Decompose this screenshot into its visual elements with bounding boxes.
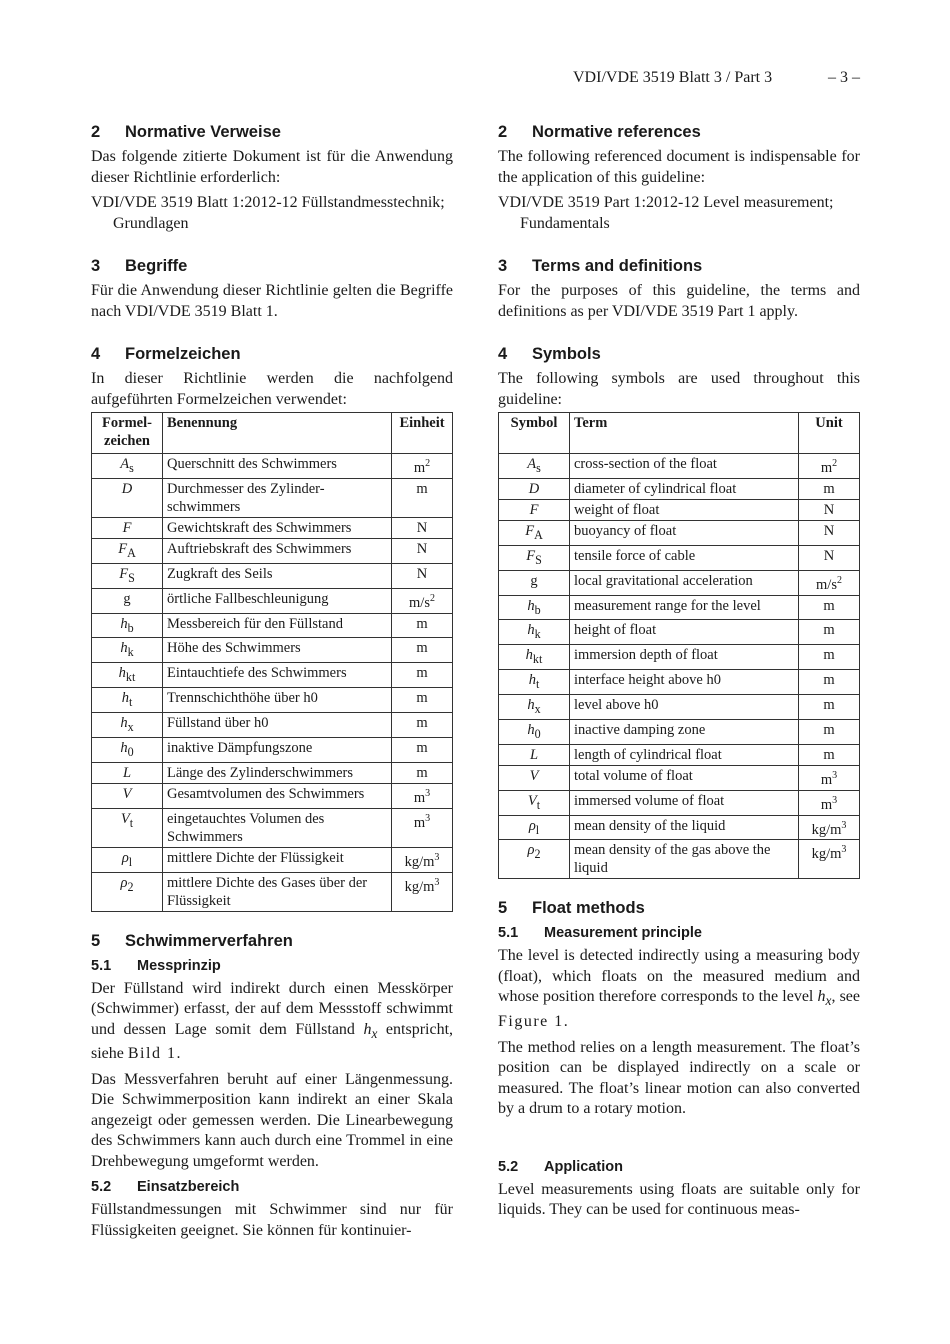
- column-header-symbol: Symbol: [499, 413, 570, 454]
- table-row: [499, 499, 860, 520]
- unit-cell: $kg/m^3$: [392, 847, 453, 872]
- symbol-cell: $h_b$: [499, 595, 570, 620]
- table-header-row: [499, 413, 860, 454]
- term-cell: height of float: [570, 620, 799, 645]
- symbol-cell: $h_k$: [92, 638, 163, 663]
- unit-cell: $m/s^2$: [799, 570, 860, 595]
- section-title: Begriffe: [125, 257, 188, 275]
- symbol-cell: $F_A$: [499, 520, 570, 545]
- term-cell: local gravitational acceleration: [570, 570, 799, 595]
- unit-cell: N: [799, 499, 860, 520]
- subsection-heading: [498, 923, 860, 943]
- symbols-table: [91, 412, 453, 912]
- normative-reference: VDI/VDE 3519 Blatt 1:2012-12 Füllstandmesstechnik; Grundlagen: [91, 194, 445, 232]
- paragraph-text: The level is detected indirectly using a measuring body (float), which floats on the measured medium and whose position therefore corresponds to the level: [498, 947, 860, 1006]
- unit-cell: $kg/m^3$: [799, 815, 860, 840]
- unit-cell: m: [392, 762, 453, 783]
- unit-cell: N: [799, 520, 860, 545]
- unit-cell: $m^2$: [799, 454, 860, 479]
- subsection-title: Measurement principle: [544, 925, 702, 942]
- term-cell: mittlere Dichte der Flüssigkeit: [163, 847, 392, 872]
- symbol-cell: V: [499, 765, 570, 790]
- term-cell: örtliche Fallbeschleunigung: [163, 588, 392, 613]
- math-symbol: $h_x$: [363, 1020, 378, 1041]
- table-row: [499, 545, 860, 570]
- symbol-cell: $A_s$: [92, 454, 163, 479]
- table-row: [499, 670, 860, 695]
- section-number: 5: [498, 899, 508, 918]
- symbol-cell: $h_x$: [92, 713, 163, 738]
- unit-cell: $m^3$: [392, 783, 453, 808]
- symbol-cell: $h_k$: [499, 620, 570, 645]
- unit-cell: m: [392, 663, 453, 688]
- symbol-cell: V: [92, 783, 163, 808]
- symbol-cell: D: [92, 478, 163, 517]
- term-cell: Gesamtvolumen des Schwimmers: [163, 783, 392, 808]
- unit-cell: $kg/m^3$: [392, 872, 453, 911]
- term-cell: inaktive Dämpfungszone: [163, 737, 392, 762]
- term-cell: diameter of cylindrical float: [570, 478, 799, 499]
- symbol-cell: $h_x$: [499, 695, 570, 720]
- term-cell: interface height above h0: [570, 670, 799, 695]
- term-cell: Durchmesser des Zylinder-schwimmers: [163, 478, 392, 517]
- term-cell: Länge des Zylinderschwimmers: [163, 762, 392, 783]
- paragraph: The level is detected indirectly using a measuring body (float), which floats on the measured medium and whose position therefore corresponds to the level $h_x$, see Figure 1.: [498, 947, 860, 1031]
- figure-reference[interactable]: Figure 1: [498, 1013, 564, 1031]
- table-row: [92, 454, 453, 479]
- unit-cell: m: [799, 478, 860, 499]
- table-row: [92, 517, 453, 538]
- paragraph: In dieser Richtlinie werden die nachfolgend aufgeführten Formelzeichen verwendet:: [91, 370, 453, 408]
- term-cell: Trennschichthöhe über h0: [163, 688, 392, 713]
- section-heading: [91, 930, 453, 952]
- section-number: 4: [91, 345, 101, 363]
- column-header-unit: Unit: [799, 413, 860, 454]
- column-header-unit: Einheit: [392, 413, 453, 454]
- table-row: [92, 762, 453, 783]
- term-cell: tensile force of cable: [570, 545, 799, 570]
- table-row: [92, 688, 453, 713]
- unit-cell: m: [392, 688, 453, 713]
- section-title: Formelzeichen: [125, 345, 241, 363]
- symbol-cell: $h_{kt}$: [92, 663, 163, 688]
- paragraph: Das Messverfahren beruht auf einer Längenmessung. Die Schwimmerposition kann indirekt an einer Skala angezeigt oder gemessen werden. Die Linearbewegung des Schwimmers kann auch durch eine Trommel in eine Drehbewegung umgeformt werden.: [91, 1070, 453, 1170]
- section-heading: [498, 897, 860, 919]
- header-document-id: VDI/VDE 3519 Blatt 3 / Part 3: [573, 69, 773, 86]
- unit-cell: N: [392, 517, 453, 538]
- section-number: 4: [498, 345, 508, 363]
- paragraph: The following referenced document is indispensable for the application of this guideline:: [498, 148, 860, 186]
- term-cell: cross-section of the float: [570, 454, 799, 479]
- math-symbol: $h_x$: [817, 988, 832, 1009]
- subsection-title: Messprinzip: [137, 957, 221, 974]
- term-cell: buoyancy of float: [570, 520, 799, 545]
- table-row: [499, 719, 860, 744]
- unit-cell: m: [799, 620, 860, 645]
- column-header-term: Term: [570, 413, 799, 454]
- subsection-heading: [498, 1157, 860, 1177]
- section-heading: [498, 343, 860, 365]
- unit-cell: N: [392, 563, 453, 588]
- table-body: [92, 454, 453, 912]
- table-row: [499, 765, 860, 790]
- unit-cell: m: [392, 478, 453, 517]
- unit-cell: N: [392, 538, 453, 563]
- symbol-cell: $\rho_2$: [499, 840, 570, 879]
- table-header-row: [92, 413, 453, 454]
- table-row: [499, 520, 860, 545]
- table-row: [499, 695, 860, 720]
- paragraph: Der Füllstand wird indirekt durch einen Messkörper (Schwimmer) erfasst, der auf dem Messstoff schwimmt und dessen Lage somit dem Füllstand $h_x$ entspricht, siehe Bild 1.: [91, 979, 454, 1063]
- symbols-table: [498, 412, 860, 879]
- section-title: Schwimmerverfahren: [125, 931, 293, 950]
- symbol-cell: L: [499, 744, 570, 765]
- unit-cell: m: [392, 737, 453, 762]
- section-title: Symbols: [532, 345, 601, 363]
- paragraph: Füllstandmessungen mit Schwimmer sind nur für Flüssigkeiten geeignet. Sie können für kontinuier-: [91, 1201, 453, 1239]
- table-row: [499, 840, 860, 879]
- unit-cell: $m^3$: [799, 765, 860, 790]
- header-page-number: – 3 –: [828, 69, 860, 86]
- paragraph: Das folgende zitierte Dokument ist für die Anwendung dieser Richtlinie erforderlich:: [91, 148, 453, 186]
- term-cell: measurement range for the level: [570, 595, 799, 620]
- section-title: Terms and definitions: [532, 257, 703, 275]
- term-cell: immersion depth of float: [570, 645, 799, 670]
- symbol-cell: $A_s$: [499, 454, 570, 479]
- table-row: [92, 783, 453, 808]
- unit-cell: m: [392, 613, 453, 638]
- section-heading: [91, 121, 453, 143]
- symbol-cell: $\rho_l$: [499, 815, 570, 840]
- symbol-cell: F: [499, 499, 570, 520]
- term-cell: Querschnitt des Schwimmers: [163, 454, 392, 479]
- symbol-cell: F: [92, 517, 163, 538]
- table-row: [92, 737, 453, 762]
- symbol-cell: g: [499, 570, 570, 595]
- term-cell: mean density of the liquid: [570, 815, 799, 840]
- figure-reference[interactable]: Bild 1: [127, 1045, 177, 1063]
- term-cell: Füllstand über h0: [163, 713, 392, 738]
- table-row: [499, 570, 860, 595]
- section-heading: [91, 343, 453, 365]
- symbol-cell: $F_A$: [92, 538, 163, 563]
- term-cell: immersed volume of float: [570, 790, 799, 815]
- table-row: [92, 478, 453, 517]
- subsection-heading: [91, 1177, 453, 1197]
- unit-cell: $m^2$: [392, 454, 453, 479]
- unit-cell: $m/s^2$: [392, 588, 453, 613]
- unit-cell: $m^3$: [799, 790, 860, 815]
- normative-reference: VDI/VDE 3519 Part 1:2012-12 Level measurement; Fundamentals: [498, 194, 834, 232]
- table-body: [499, 454, 860, 879]
- symbol-cell: $h_0$: [92, 737, 163, 762]
- table-row: [92, 538, 453, 563]
- table-row: [92, 588, 453, 613]
- table-row: [499, 645, 860, 670]
- column-header-symbol: Formel-zeichen: [92, 413, 163, 454]
- paragraph: Für die Anwendung dieser Richtlinie gelten die Begriffe nach VDI/VDE 3519 Blatt 1.: [91, 282, 453, 320]
- unit-cell: m: [392, 713, 453, 738]
- unit-cell: $kg/m^3$: [799, 840, 860, 879]
- unit-cell: N: [799, 545, 860, 570]
- unit-cell: m: [799, 719, 860, 744]
- term-cell: Höhe des Schwimmers: [163, 638, 392, 663]
- paragraph: The following symbols are used throughout this guideline:: [498, 370, 860, 408]
- table-row: [92, 638, 453, 663]
- unit-cell: m: [799, 695, 860, 720]
- term-cell: Auftriebskraft des Schwimmers: [163, 538, 392, 563]
- paragraph-text: entspricht, siehe: [91, 1020, 454, 1063]
- symbol-cell: $V_t$: [92, 808, 163, 847]
- column-header-term: Benennung: [163, 413, 392, 454]
- term-cell: inactive damping zone: [570, 719, 799, 744]
- table-row: [499, 454, 860, 479]
- section-number: 5: [91, 931, 101, 950]
- subsection-number: 5.2: [498, 1158, 519, 1175]
- paragraph-text: Der Füllstand wird indirekt durch einen Messkörper (Schwimmer) erfasst, der auf dem Messstoff schwimmt und dessen Lage somit dem Füllstand: [91, 979, 453, 1038]
- symbol-cell: $\rho_l$: [92, 847, 163, 872]
- symbol-cell: L: [92, 762, 163, 783]
- table-row: [499, 478, 860, 499]
- symbol-cell: $h_{kt}$: [499, 645, 570, 670]
- section-number: 2: [91, 123, 101, 141]
- unit-cell: m: [799, 595, 860, 620]
- symbol-cell: D: [499, 478, 570, 499]
- table-row: [92, 872, 453, 911]
- table-row: [92, 613, 453, 638]
- symbol-cell: $h_b$: [92, 613, 163, 638]
- term-cell: Gewichtskraft des Schwimmers: [163, 517, 392, 538]
- symbol-cell: $h_0$: [499, 719, 570, 744]
- symbol-cell: g: [92, 588, 163, 613]
- unit-cell: $m^3$: [392, 808, 453, 847]
- table-row: [92, 713, 453, 738]
- unit-cell: m: [799, 670, 860, 695]
- section-title: Normative references: [532, 123, 701, 141]
- section-title: Float methods: [532, 899, 645, 918]
- term-cell: weight of float: [570, 499, 799, 520]
- section-heading: [498, 121, 860, 143]
- term-cell: mittlere Dichte des Gases über der Flüssigkeit: [163, 872, 392, 911]
- subsection-number: 5.2: [91, 1179, 112, 1196]
- table-row: [92, 663, 453, 688]
- symbol-cell: $F_S$: [499, 545, 570, 570]
- unit-cell: m: [392, 638, 453, 663]
- symbol-cell: $h_t$: [92, 688, 163, 713]
- table-row: [499, 815, 860, 840]
- table-row: [499, 790, 860, 815]
- german-column: [91, 121, 453, 1246]
- section-heading: [91, 255, 453, 277]
- term-cell: level above h0: [570, 695, 799, 720]
- subsection-title: Einsatzbereich: [137, 1179, 240, 1196]
- paragraph: For the purposes of this guideline, the terms and definitions as per VDI/VDE 3519 Part 1 apply.: [498, 282, 860, 320]
- symbol-cell: $F_S$: [92, 563, 163, 588]
- symbol-cell: $\rho_2$: [92, 872, 163, 911]
- subsection-title: Application: [544, 1158, 623, 1175]
- section-number: 2: [498, 123, 508, 141]
- unit-cell: m: [799, 744, 860, 765]
- table-row: [92, 847, 453, 872]
- table-row: [499, 744, 860, 765]
- subsection-number: 5.1: [91, 957, 112, 974]
- table-row: [92, 808, 453, 847]
- term-cell: Messbereich für den Füllstand: [163, 613, 392, 638]
- section-number: 3: [91, 257, 101, 275]
- symbol-cell: $h_t$: [499, 670, 570, 695]
- section-number: 3: [498, 257, 508, 275]
- symbol-cell: $V_t$: [499, 790, 570, 815]
- subsection-heading: [91, 956, 453, 976]
- table-row: [499, 595, 860, 620]
- term-cell: Eintauchtiefe des Schwimmers: [163, 663, 392, 688]
- paragraph: The method relies on a length measurement. The float’s position can be displayed indirectly on a scale or measured. The float’s linear motion can also converted by a drum to a rotary motion.: [498, 1038, 860, 1118]
- term-cell: mean density of the gas above the liquid: [570, 840, 799, 879]
- section-heading: [498, 255, 860, 277]
- table-row: [92, 563, 453, 588]
- unit-cell: m: [799, 645, 860, 670]
- subsection-number: 5.1: [498, 925, 519, 942]
- english-column: [498, 121, 860, 1226]
- term-cell: total volume of float: [570, 765, 799, 790]
- paragraph-text: , see: [831, 988, 860, 1006]
- section-title: Normative Verweise: [125, 123, 281, 141]
- table-row: [499, 620, 860, 645]
- term-cell: length of cylindrical float: [570, 744, 799, 765]
- term-cell: Zugkraft des Seils: [163, 563, 392, 588]
- paragraph: Level measurements using floats are suitable only for liquids. They can be used for continuous meas-: [498, 1180, 860, 1219]
- term-cell: eingetauchtes Volumen des Schwimmers: [163, 808, 392, 847]
